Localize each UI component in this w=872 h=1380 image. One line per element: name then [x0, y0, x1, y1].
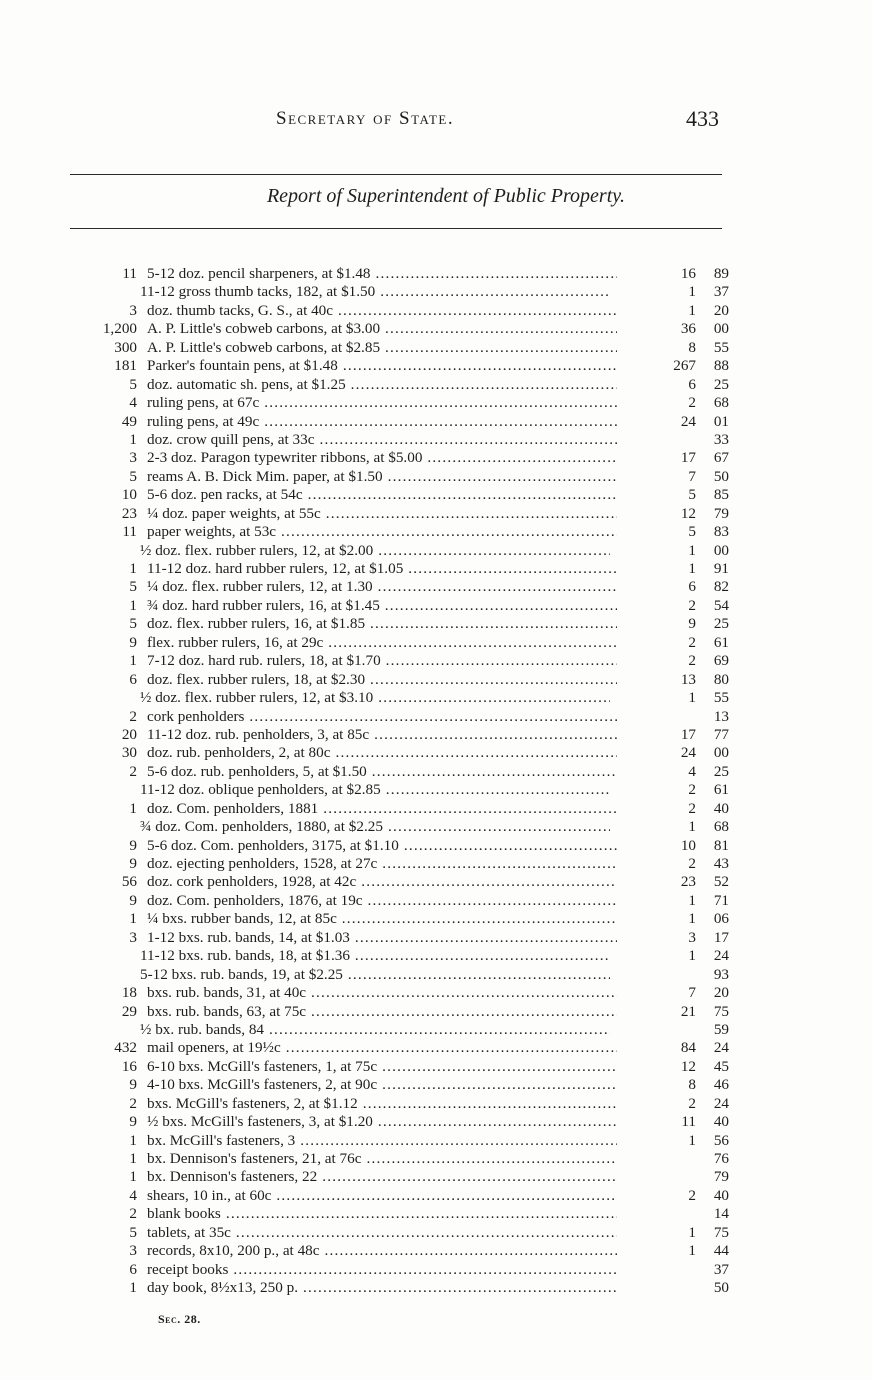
item-description: ½ doz. flex. rubber rulers, 12, at $3.10 ..... [140, 689, 610, 707]
item-amount-dollars: 2 [688, 855, 696, 872]
item-description: 4-10 bxs. McGill's fasteners, 2, at 90c ..... [147, 1076, 617, 1094]
list-item [0, 357, 872, 375]
item-amount-dollars: 1 [688, 1242, 696, 1260]
item-quantity: 29 [121, 1002, 137, 1020]
item-quantity: 11 [122, 523, 137, 541]
item-quantity: 1 [129, 1150, 137, 1167]
item-amount-cents: 79 [713, 504, 729, 522]
list-item [0, 1095, 872, 1113]
report-subtitle: Report of Superintendent of Public Property. [266, 185, 626, 207]
item-quantity: 4 [129, 1186, 137, 1204]
item-quantity: 5 [129, 578, 137, 596]
item-amount-dollars: 2 [688, 799, 696, 817]
item-amount-cents: 77 [713, 725, 729, 743]
item-amount-dollars: 17 [680, 449, 696, 467]
item-amount-dollars: 2 [688, 652, 696, 670]
item-quantity: 300 [114, 338, 137, 356]
item-amount-cents: 71 [713, 891, 729, 909]
item-quantity: 30 [121, 744, 137, 762]
item-amount-cents: 50 [713, 467, 729, 485]
item-quantity: 18 [121, 984, 137, 1002]
list-item [0, 1187, 872, 1205]
item-description: ½ bxs. McGill's fasteners, 3, at $1.20 ..... [147, 1113, 617, 1131]
list-item [0, 1242, 872, 1260]
item-amount-dollars: 11 [681, 1113, 696, 1131]
item-amount-dollars: 7 [688, 467, 696, 485]
list-item [0, 1039, 872, 1057]
item-amount-dollars: 2 [688, 633, 696, 651]
item-amount-dollars: 1 [688, 689, 696, 707]
running-head-title: Secretary of State. [276, 108, 455, 129]
item-description: doz. thumb tacks, G. S., at 40c ..... [147, 302, 617, 320]
item-amount-dollars: 2 [688, 1186, 696, 1204]
item-amount-cents: 45 [713, 1057, 729, 1075]
item-description: cork penholders ..... [147, 708, 617, 726]
item-amount-cents: 24 [713, 1094, 729, 1112]
item-amount-cents: 79 [713, 1168, 729, 1186]
item-quantity: 1 [129, 430, 137, 448]
item-quantity: 1,200 [102, 320, 137, 338]
item-quantity: 1 [129, 1131, 137, 1149]
item-amount-cents: 50 [713, 1279, 729, 1297]
item-quantity: 9 [129, 633, 137, 651]
item-description: bxs. McGill's fasteners, 2, at $1.12 ..... [147, 1095, 617, 1113]
item-amount-dollars: 5 [688, 523, 696, 541]
item-quantity: 9 [129, 836, 137, 854]
item-amount-dollars: 12 [680, 1057, 696, 1075]
item-quantity: 1 [129, 1168, 137, 1186]
list-item [0, 1132, 872, 1150]
item-amount-dollars: 1 [688, 1223, 696, 1241]
item-description: 5-6 doz. Com. penholders, 3175, at $1.10 ..... [147, 837, 617, 855]
item-amount-cents: 00 [713, 320, 729, 338]
item-amount-cents: 40 [713, 799, 729, 817]
item-amount-cents: 83 [713, 523, 729, 541]
item-amount-cents: 55 [713, 338, 729, 356]
list-item [0, 320, 872, 338]
item-amount-dollars: 2 [688, 781, 696, 799]
list-item [0, 1224, 872, 1242]
list-item [0, 376, 872, 394]
item-description: receipt books ..... [147, 1261, 617, 1279]
item-amount-dollars: 267 [673, 357, 696, 375]
item-amount-cents: 43 [713, 855, 729, 872]
item-quantity: 1 [129, 1279, 137, 1297]
item-quantity: 2 [129, 762, 137, 780]
list-item [0, 505, 872, 523]
item-description: shears, 10 in., at 60c ..... [147, 1187, 617, 1205]
list-item [0, 1003, 872, 1021]
list-item [0, 1058, 872, 1076]
item-quantity: 1 [129, 799, 137, 817]
item-description: ½ bx. rub. bands, 84 ..... [140, 1021, 610, 1039]
item-quantity: 432 [114, 1039, 137, 1057]
item-amount-dollars: 13 [680, 670, 696, 688]
item-amount-dollars: 24 [680, 744, 696, 762]
item-amount-cents: 88 [713, 357, 729, 375]
item-quantity: 3 [129, 449, 137, 467]
list-item [0, 837, 872, 855]
item-amount-dollars: 1 [688, 301, 696, 319]
item-amount-dollars: 1 [688, 560, 696, 577]
item-amount-cents: 20 [713, 984, 729, 1002]
item-amount-dollars: 8 [688, 1076, 696, 1094]
item-description: records, 8x10, 200 p., at 48c ..... [147, 1242, 617, 1260]
item-amount-cents: 93 [713, 965, 729, 983]
item-amount-dollars: 2 [688, 1094, 696, 1112]
item-amount-cents: 14 [713, 1205, 729, 1223]
item-amount-cents: 00 [713, 744, 729, 762]
item-description: ¾ doz. Com. penholders, 1880, at $2.25 ..... [140, 818, 610, 836]
item-quantity: 5 [129, 1223, 137, 1241]
item-amount-cents: 44 [713, 1242, 729, 1260]
item-description: 11-12 doz. rub. penholders, 3, at 85c ..... [147, 726, 617, 744]
item-description: 5-6 doz. rub. penholders, 5, at $1.50 ..... [147, 763, 617, 781]
item-description: 7-12 doz. hard rub. rulers, 18, at $1.70 ..... [147, 652, 617, 670]
item-description: mail openers, at 19½c ..... [147, 1039, 617, 1057]
item-description: 11-12 doz. oblique penholders, at $2.85 ..... [140, 781, 610, 799]
item-amount-cents: 68 [713, 394, 729, 412]
list-item [0, 708, 872, 726]
item-quantity: 20 [121, 725, 137, 743]
item-quantity: 23 [121, 504, 137, 522]
item-amount-dollars: 3 [688, 928, 696, 946]
list-item [0, 652, 872, 670]
item-quantity: 6 [129, 1260, 137, 1278]
item-amount-cents: 24 [713, 947, 729, 965]
item-description: doz. ejecting penholders, 1528, at 27c ..... [147, 855, 617, 873]
item-quantity: 1 [129, 560, 137, 577]
item-amount-cents: 75 [713, 1002, 729, 1020]
item-amount-dollars: 21 [680, 1002, 696, 1020]
list-item [0, 486, 872, 504]
item-amount-dollars: 24 [680, 412, 696, 430]
item-amount-cents: 37 [713, 1260, 729, 1278]
item-amount-cents: 54 [713, 596, 729, 614]
list-item [0, 984, 872, 1002]
item-quantity: 5 [129, 467, 137, 485]
list-item [0, 265, 872, 283]
item-description: Parker's fountain pens, at $1.48 ..... [147, 357, 617, 375]
list-item [0, 302, 872, 320]
item-amount-dollars: 2 [688, 596, 696, 614]
item-quantity: 1 [129, 652, 137, 670]
item-amount-cents: 59 [713, 1020, 729, 1038]
item-amount-cents: 56 [713, 1131, 729, 1149]
item-quantity: 9 [129, 1113, 137, 1131]
list-item [0, 671, 872, 689]
item-amount-cents: 61 [713, 781, 729, 799]
item-amount-dollars: 1 [688, 818, 696, 836]
item-quantity: 3 [129, 928, 137, 946]
item-description: 1-12 bxs. rub. bands, 14, at $1.03 ..... [147, 929, 617, 947]
item-description: paper weights, at 53c ..... [147, 523, 617, 541]
list-item [0, 1076, 872, 1094]
list-item [0, 283, 872, 301]
list-item [0, 339, 872, 357]
item-amount-cents: 55 [713, 689, 729, 707]
item-description: ¼ doz. paper weights, at 55c ..... [147, 505, 617, 523]
item-quantity: 181 [114, 357, 137, 375]
item-amount-dollars: 2 [688, 394, 696, 412]
item-amount-cents: 40 [713, 1186, 729, 1204]
item-quantity: 3 [129, 1242, 137, 1260]
item-description: tablets, at 35c ..... [147, 1224, 617, 1242]
item-description: bx. Dennison's fasteners, 22 ..... [147, 1168, 617, 1186]
item-quantity: 16 [121, 1057, 137, 1075]
item-description: doz. crow quill pens, at 33c ..... [147, 431, 617, 449]
list-item [0, 763, 872, 781]
item-description: 11-12 doz. hard rubber rulers, 12, at $1.05 ..... [147, 560, 617, 578]
item-description: 11-12 bxs. rub. bands, 18, at $1.36 ..... [140, 947, 610, 965]
item-quantity: 5 [129, 615, 137, 633]
item-quantity: 1 [129, 910, 137, 928]
list-item [0, 781, 872, 799]
item-quantity: 49 [121, 412, 137, 430]
item-amount-dollars: 23 [680, 873, 696, 891]
item-amount-dollars: 1 [688, 910, 696, 928]
list-item [0, 1168, 872, 1186]
item-description: ruling pens, at 49c ..... [147, 413, 617, 431]
item-description: 5-12 bxs. rub. bands, 19, at $2.25 ..... [140, 966, 610, 984]
item-description: doz. flex. rubber rulers, 16, at $1.85 ..... [147, 615, 617, 633]
list-item [0, 1279, 872, 1297]
item-amount-cents: 69 [713, 652, 729, 670]
item-amount-dollars: 1 [688, 283, 696, 301]
item-amount-cents: 24 [713, 1039, 729, 1057]
item-amount-dollars: 12 [680, 504, 696, 522]
item-amount-cents: 82 [713, 578, 729, 596]
item-amount-dollars: 6 [688, 578, 696, 596]
item-amount-cents: 25 [713, 762, 729, 780]
list-item [0, 449, 872, 467]
item-amount-dollars: 10 [680, 836, 696, 854]
list-item [0, 413, 872, 431]
item-amount-dollars: 84 [680, 1039, 696, 1057]
item-amount-cents: 68 [713, 818, 729, 836]
list-item [0, 1205, 872, 1223]
item-description: doz. flex. rubber rulers, 18, at $2.30 ..... [147, 671, 617, 689]
item-amount-dollars: 1 [688, 947, 696, 965]
header-rule-bottom [70, 228, 722, 229]
item-description: doz. rub. penholders, 2, at 80c ..... [147, 744, 617, 762]
item-quantity: 1 [129, 596, 137, 614]
list-item [0, 910, 872, 928]
item-description: day book, 8½x13, 250 p. ..... [147, 1279, 617, 1297]
list-item [0, 578, 872, 596]
item-amount-dollars: 9 [688, 615, 696, 633]
item-quantity: 9 [129, 855, 137, 872]
item-amount-dollars: 8 [688, 338, 696, 356]
item-amount-cents: 81 [713, 836, 729, 854]
list-item [0, 726, 872, 744]
item-amount-cents: 01 [713, 412, 729, 430]
item-amount-cents: 76 [713, 1150, 729, 1167]
item-description: bx. Dennison's fasteners, 21, at 76c ..... [147, 1150, 617, 1168]
property-item-list [0, 265, 872, 1298]
item-amount-dollars: 17 [680, 725, 696, 743]
list-item [0, 929, 872, 947]
item-amount-cents: 06 [713, 910, 729, 928]
list-item [0, 947, 872, 965]
list-item [0, 1150, 872, 1168]
item-description: 6-10 bxs. McGill's fasteners, 1, at 75c ..... [147, 1058, 617, 1076]
item-description: bxs. rub. bands, 63, at 75c ..... [147, 1003, 617, 1021]
item-amount-cents: 25 [713, 375, 729, 393]
list-item [0, 1021, 872, 1039]
list-item [0, 892, 872, 910]
list-item [0, 744, 872, 762]
item-amount-cents: 25 [713, 615, 729, 633]
item-amount-dollars: 16 [680, 265, 696, 282]
item-description: ¾ doz. hard rubber rulers, 16, at $1.45 ..... [147, 597, 617, 615]
list-item [0, 634, 872, 652]
item-amount-dollars: 36 [680, 320, 696, 338]
item-amount-cents: 17 [713, 928, 729, 946]
item-quantity: 6 [129, 670, 137, 688]
item-description: bx. McGill's fasteners, 3 ..... [147, 1132, 617, 1150]
list-item [0, 873, 872, 891]
item-amount-cents: 80 [713, 670, 729, 688]
item-quantity: 9 [129, 891, 137, 909]
item-description: flex. rubber rulers, 16, at 29c ..... [147, 634, 617, 652]
item-description: 5-6 doz. pen racks, at 54c ..... [147, 486, 617, 504]
list-item [0, 560, 872, 578]
list-item [0, 966, 872, 984]
item-quantity: 2 [129, 1205, 137, 1223]
item-quantity: 10 [121, 486, 137, 504]
item-description: reams A. B. Dick Mim. paper, at $1.50 ..... [147, 468, 617, 486]
item-amount-cents: 00 [713, 541, 729, 559]
item-description: doz. Com. penholders, 1881 ..... [147, 800, 617, 818]
item-amount-cents: 37 [713, 283, 729, 301]
item-amount-cents: 33 [713, 430, 729, 448]
item-amount-cents: 46 [713, 1076, 729, 1094]
item-amount-cents: 91 [713, 560, 729, 577]
item-amount-dollars: 1 [688, 1131, 696, 1149]
list-item [0, 800, 872, 818]
item-quantity: 5 [129, 375, 137, 393]
list-item [0, 394, 872, 412]
signature-mark: Sec. 28. [158, 1312, 201, 1326]
list-item [0, 431, 872, 449]
item-description: A. P. Little's cobweb carbons, at $2.85 ..... [147, 339, 617, 357]
item-amount-dollars: 1 [688, 541, 696, 559]
item-quantity: 4 [129, 394, 137, 412]
list-item [0, 1113, 872, 1131]
item-amount-dollars: 1 [688, 891, 696, 909]
item-description: 11-12 gross thumb tacks, 182, at $1.50 ..... [140, 283, 610, 301]
item-quantity: 2 [129, 1094, 137, 1112]
item-description: A. P. Little's cobweb carbons, at $3.00 ..... [147, 320, 617, 338]
item-amount-cents: 67 [713, 449, 729, 467]
item-description: ruling pens, at 67c ..... [147, 394, 617, 412]
list-item [0, 1261, 872, 1279]
item-description: blank books ..... [147, 1205, 617, 1223]
page-number: 433 [686, 106, 719, 131]
list-item [0, 615, 872, 633]
item-quantity: 3 [129, 301, 137, 319]
item-quantity: 9 [129, 1076, 137, 1094]
item-amount-cents: 89 [713, 265, 729, 282]
list-item [0, 523, 872, 541]
item-description: 5-12 doz. pencil sharpeners, at $1.48 ..... [147, 265, 617, 283]
item-amount-dollars: 6 [688, 375, 696, 393]
item-amount-cents: 61 [713, 633, 729, 651]
list-item [0, 689, 872, 707]
item-quantity: 56 [121, 873, 137, 891]
list-item [0, 468, 872, 486]
item-amount-cents: 75 [713, 1223, 729, 1241]
list-item [0, 818, 872, 836]
item-amount-cents: 40 [713, 1113, 729, 1131]
item-amount-cents: 20 [713, 301, 729, 319]
item-description: doz. Com. penholders, 1876, at 19c ..... [147, 892, 617, 910]
list-item [0, 542, 872, 560]
item-amount-cents: 52 [713, 873, 729, 891]
header-rule-top [70, 174, 722, 175]
item-description: ¼ doz. flex. rubber rulers, 12, at 1.30 ..... [147, 578, 617, 596]
item-quantity: 2 [129, 707, 137, 725]
item-amount-dollars: 7 [688, 984, 696, 1002]
item-description: ½ doz. flex. rubber rulers, 12, at $2.00 ..... [140, 542, 610, 560]
item-description: 2-3 doz. Paragon typewriter ribbons, at $5.00 ..... [147, 449, 617, 467]
item-quantity: 11 [122, 265, 137, 282]
item-description: ¼ bxs. rubber bands, 12, at 85c ..... [147, 910, 617, 928]
item-amount-cents: 85 [713, 486, 729, 504]
list-item [0, 597, 872, 615]
item-description: doz. automatic sh. pens, at $1.25 ..... [147, 376, 617, 394]
item-amount-cents: 13 [713, 707, 729, 725]
list-item [0, 855, 872, 873]
item-amount-dollars: 4 [688, 762, 696, 780]
item-description: doz. cork penholders, 1928, at 42c ..... [147, 873, 617, 891]
item-amount-dollars: 5 [688, 486, 696, 504]
item-description: bxs. rub. bands, 31, at 40c ..... [147, 984, 617, 1002]
